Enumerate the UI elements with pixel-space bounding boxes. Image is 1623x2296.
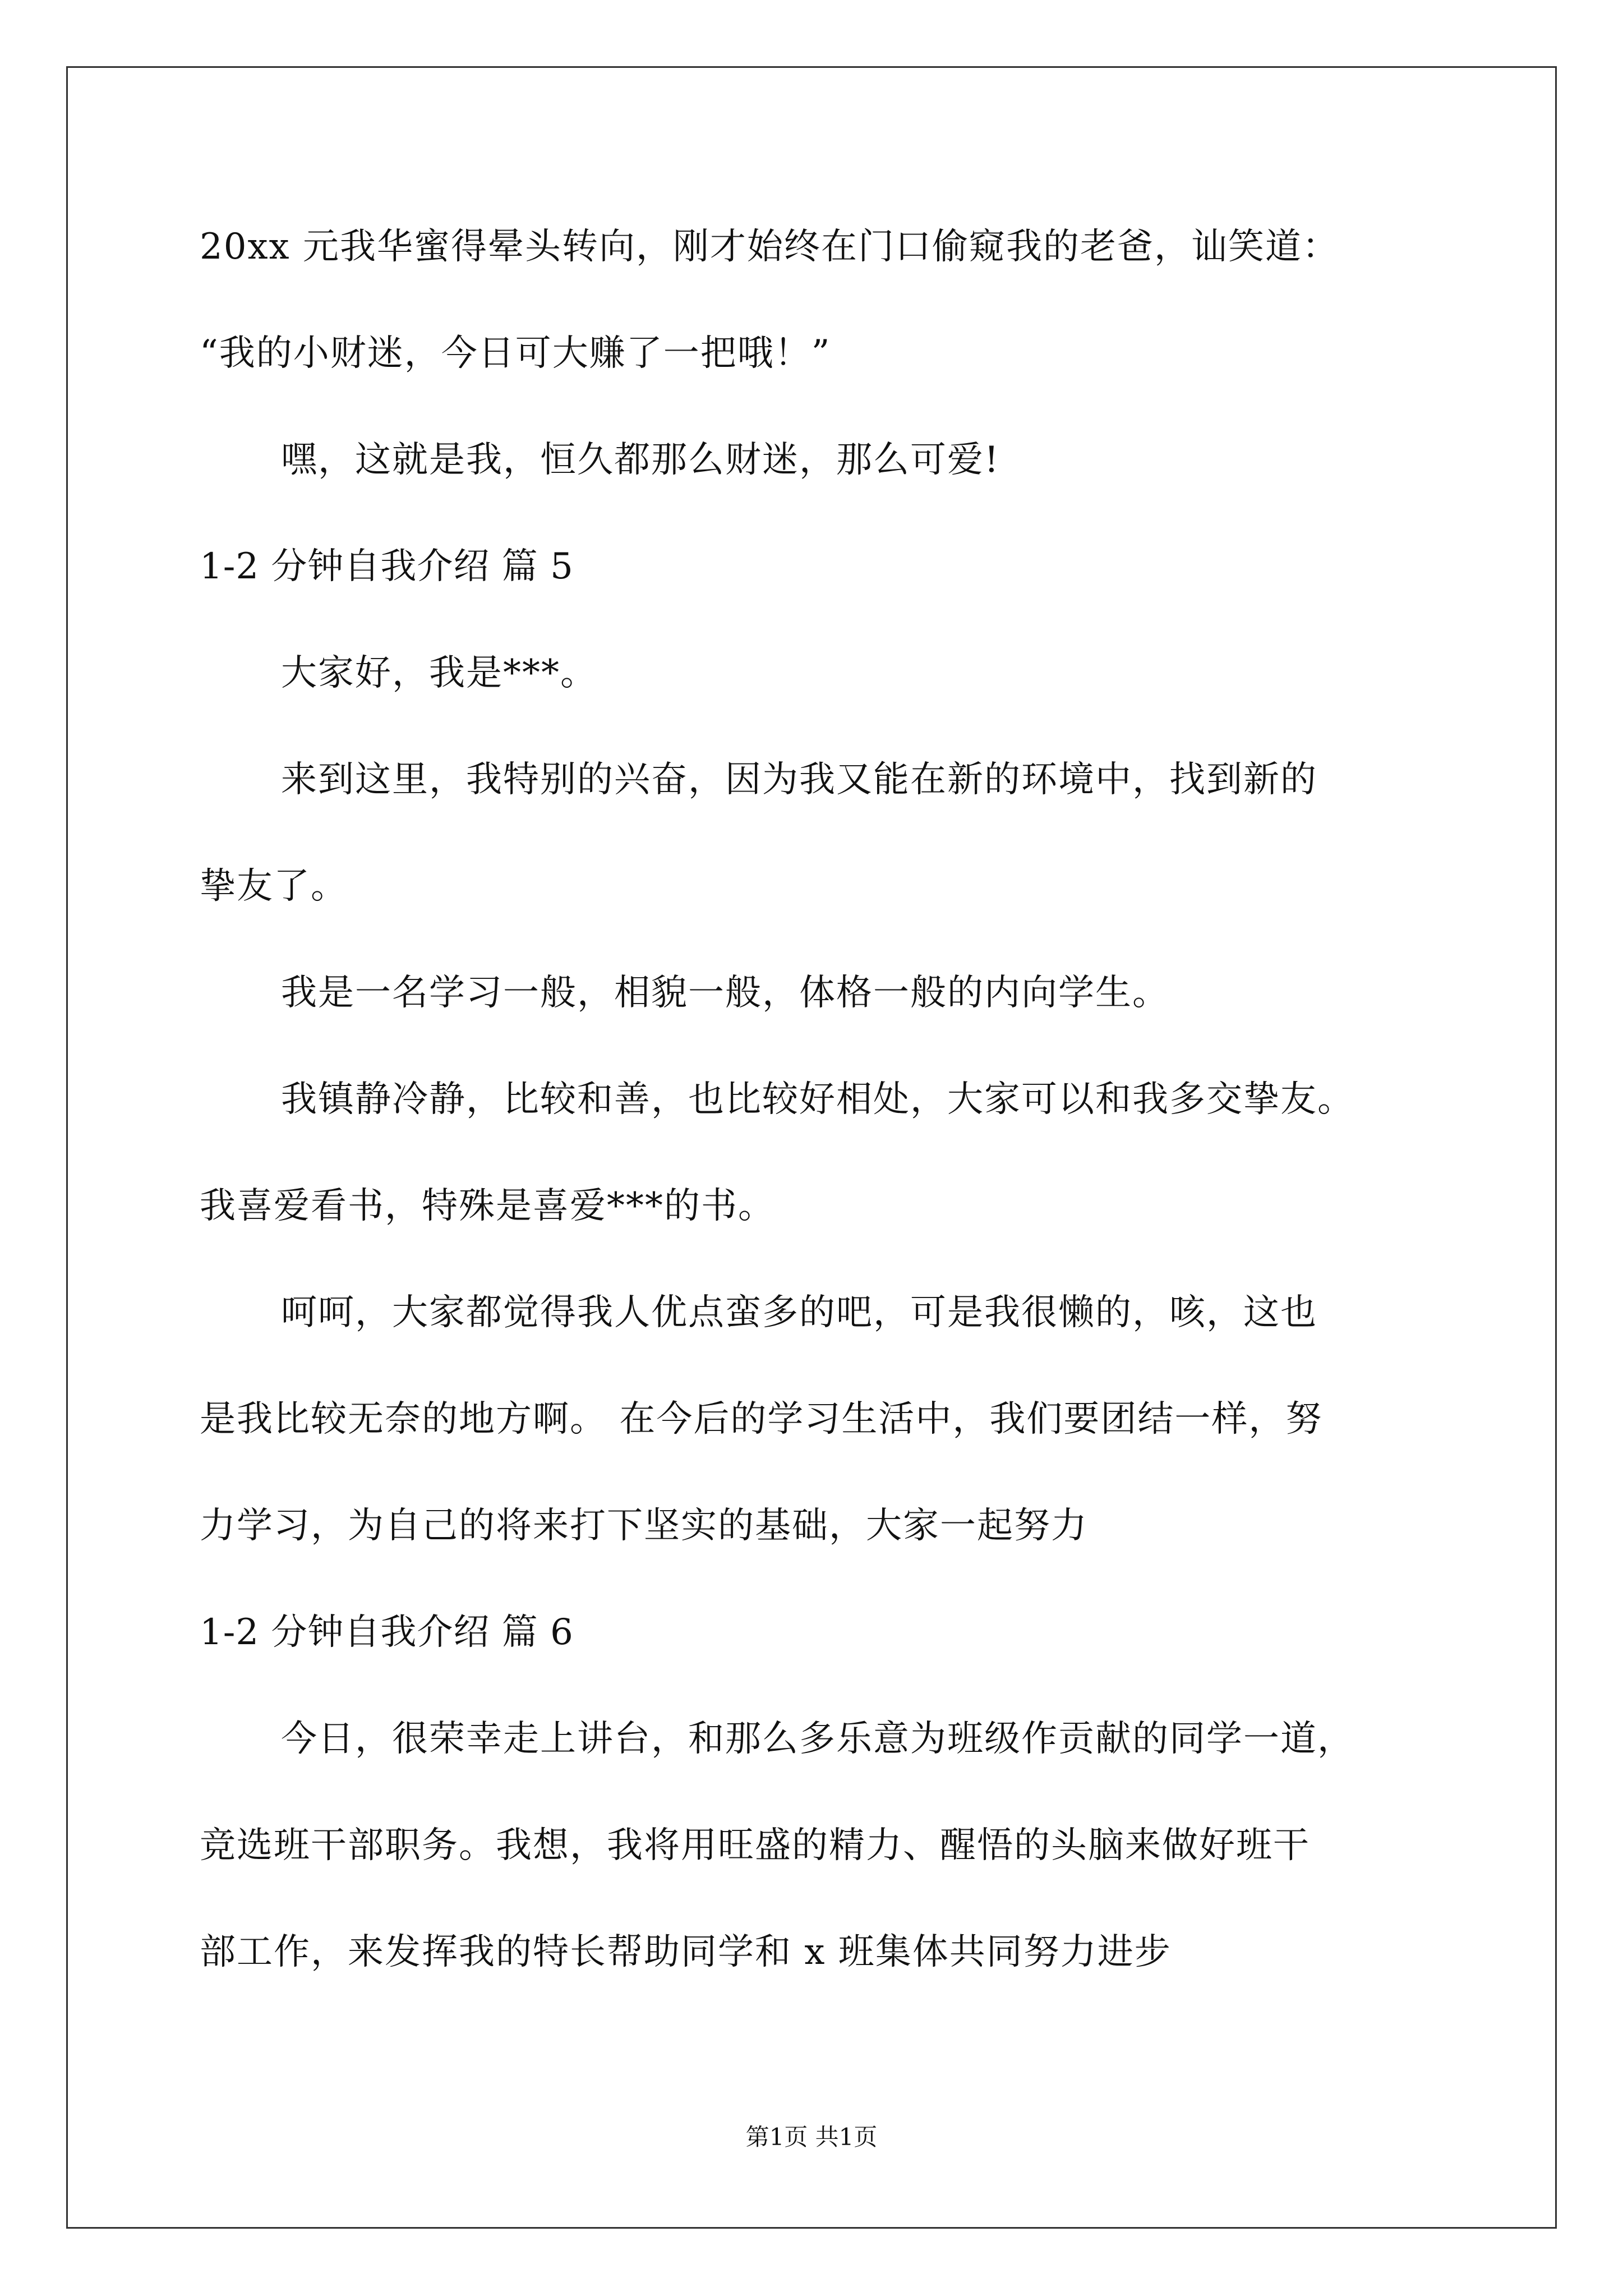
text-line: 我喜爱看书，特殊是喜爱***的书。 <box>200 1185 775 1227</box>
text-line: 呵呵，大家都觉得我人优点蛮多的吧，可是我很懒的，咳，这也 <box>281 1292 1317 1333</box>
text-line: 今日，很荣幸走上讲台，和那么多乐意为班级作贡献的同学一道， <box>281 1718 1354 1760</box>
text-line: 挚友了。 <box>200 866 348 907</box>
text-line: 力学习，为自己的将来打下坚实的基础，大家一起努力 <box>200 1505 1088 1547</box>
text-line: “我的小财迷，今日可大赚了一把哦！” <box>200 333 831 374</box>
text-line: 嘿，这就是我，恒久都那么财迷，那么可爱! <box>281 439 1000 481</box>
text-line: 部工作，来发挥我的特长帮助同学和 x 班集体共同努力进步 <box>200 1931 1172 1973</box>
section-heading: 1-2 分钟自我介绍 篇 6 <box>200 1612 574 1653</box>
text-line: 是我比较无奈的地方啊。 在今后的学习生活中，我们要团结一样，努 <box>200 1398 1323 1440</box>
text-line: 大家好，我是***。 <box>281 652 597 694</box>
text-line: 竞选班干部职务。我想，我将用旺盛的精力、醒悟的头脑来做好班干 <box>200 1825 1310 1866</box>
text-line: 20xx 元我华蜜得晕头转向，刚才始终在门口偷窥我的老爸，讪笑道： <box>200 226 1339 268</box>
text-line: 来到这里，我特别的兴奋，因为我又能在新的环境中，找到新的 <box>281 759 1317 800</box>
page-number-footer: 第1页 共1页 <box>745 2123 878 2151</box>
text-line: 我是一名学习一般，相貌一般，体格一般的内向学生。 <box>281 972 1169 1014</box>
text-line: 我镇静冷静，比较和善，也比较好相处，大家可以和我多交挚友。 <box>281 1079 1354 1120</box>
page-border <box>66 66 1557 2229</box>
section-heading: 1-2 分钟自我介绍 篇 5 <box>200 546 574 587</box>
